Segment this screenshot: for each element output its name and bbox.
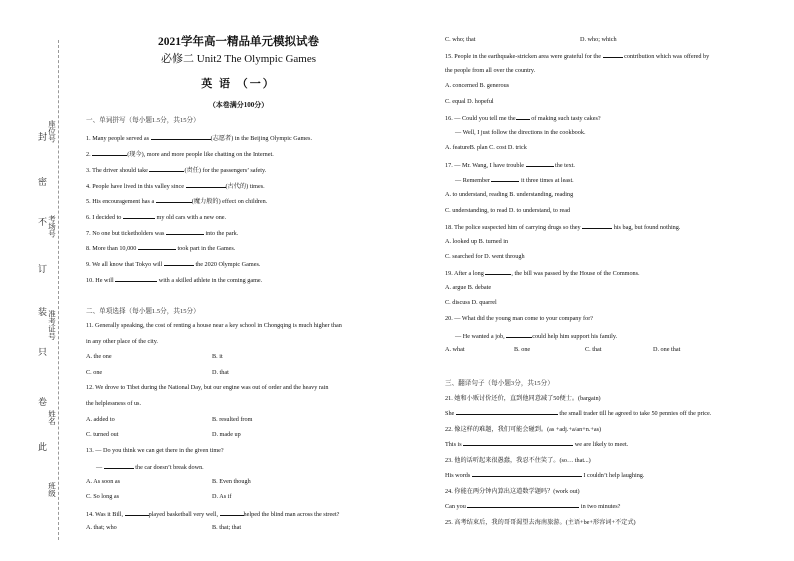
- option: C. turned out: [86, 431, 119, 438]
- question-12-cont: the helplessness of us.: [86, 400, 141, 407]
- option: B. resulted from: [212, 416, 253, 423]
- option: D. that: [212, 369, 229, 376]
- section-heading: 二、单项选择（每小题1.5分，共15分）: [86, 308, 200, 315]
- answer-24: Can you in two minutes?: [445, 503, 621, 510]
- question-17: 17. — Mr. Wang, I have trouble the text.: [445, 162, 575, 169]
- option: A. that; who: [86, 524, 117, 531]
- options: C. discuss D. quarrel: [445, 299, 497, 306]
- question-13: 13. — Do you think we can get there in the given time?: [86, 447, 224, 454]
- question-19: 19. After a long , the bill was passed by the House of the Commons.: [445, 270, 640, 277]
- options: A. featureB. plan C. cost D. trick: [445, 144, 527, 151]
- question-13-cont: — the car doesn’t break down.: [96, 464, 204, 471]
- option: B. one: [514, 346, 531, 353]
- question-18: 18. The police suspected him of carrying drugs so they his bag, but found nothing.: [445, 224, 681, 231]
- answer-23: His words I couldn’t help laughing.: [445, 472, 645, 479]
- question-7: 7. No one but ticketholders was into the park.: [86, 230, 239, 237]
- seal-char: 订: [38, 264, 48, 274]
- class-label: 班级: [47, 482, 57, 497]
- option: A. the one: [86, 353, 112, 360]
- options: A. looked up B. turned in: [445, 238, 509, 245]
- subject-title: 英 语 （一）: [201, 78, 276, 90]
- question-11-cont: in any other place of the city.: [86, 338, 158, 345]
- question-3: 3. The driver should take (责任) for the passengers’ safety.: [86, 167, 267, 174]
- question-11: 11. Generally speaking, the cost of renting a house near a key school in Chongqing is much higher than: [86, 322, 342, 329]
- question-5: 5. His encouragement has a (魔力般的) effect on children.: [86, 198, 268, 205]
- options: C. searched for D. went through: [445, 253, 525, 260]
- question-4: 4. People have lived in this valley since (古代的) times.: [86, 183, 265, 190]
- option: D. who; which: [580, 36, 617, 43]
- question-15-cont: the people from all over the country.: [445, 67, 536, 74]
- question-1: 1. Many people served as (志愿者) in the Beijing Olympic Games.: [86, 135, 312, 142]
- options: A. concerned B. generous: [445, 82, 510, 89]
- question-21: 21. 她和小贩讨价还价，直到他同意减了50便士。(bargain): [445, 395, 601, 402]
- section-heading: 一、单词拼写（每小题1.5分，共15分）: [86, 117, 200, 124]
- option: A. added to: [86, 416, 115, 423]
- question-20-cont: — He wanted a job, could help him support his family.: [455, 333, 618, 340]
- question-6: 6. I decided to my old cars with a new one.: [86, 214, 227, 221]
- question-14: 14. Was it Bill, played basketball very well, helped the blind man across the street?: [86, 511, 340, 518]
- seal-char: 不: [38, 217, 48, 227]
- section-heading: 三、翻译句子（每小题3分，共15分）: [445, 380, 554, 387]
- unit-title: 必修二 Unit2 The Olympic Games: [161, 53, 316, 65]
- question-12: 12. We drove to Tibet during the National Day, but our engine was out of order and the heavy rain: [86, 384, 329, 391]
- option: C. who; that: [445, 36, 476, 43]
- option: A. what: [445, 346, 465, 353]
- option: D. As if: [212, 493, 232, 500]
- seal-char: 此: [38, 442, 48, 452]
- seat-number-label: 座位号: [47, 120, 57, 143]
- question-10: 10. He will with a skilled athlete in the coming game.: [86, 277, 263, 284]
- option: D. one that: [653, 346, 681, 353]
- answer-22: This is we are likely to meet.: [445, 441, 629, 448]
- options: C. understanding, to read D. to understand, to read: [445, 207, 571, 214]
- answer-21: She the small trader till he agreed to take 50 pennies off the price.: [445, 410, 712, 417]
- question-17-cont: — Remember it three times at least.: [455, 177, 574, 184]
- question-22: 22. 像这样的难题，我们可能会碰到。(as +adj.+a/an+n.+as): [445, 426, 602, 433]
- exam-room-label: 考场号: [47, 215, 57, 238]
- option: C. that: [585, 346, 602, 353]
- question-25: 25. 高考结束后，我的哥哥渴望去海南旅游。(主语+be+形容词+不定式): [445, 519, 636, 526]
- option: B. it: [212, 353, 223, 360]
- option: A. As soon as: [86, 478, 121, 485]
- option: C. one: [86, 369, 103, 376]
- option: B. Even though: [212, 478, 251, 485]
- question-24: 24. 你能在两分钟内算出这道数学题吗？(work out): [445, 488, 580, 495]
- option: D. made up: [212, 431, 241, 438]
- options: A. to understand, reading B. understanding, reading: [445, 191, 574, 198]
- question-8: 8. More than 10,000 took part in the Games.: [86, 245, 236, 252]
- full-score: （本卷满分100分）: [208, 101, 269, 109]
- exam-title: 2021学年高一精品单元模拟试卷: [158, 36, 319, 48]
- seal-char: 只: [38, 347, 48, 357]
- seal-char: 卷: [38, 397, 48, 407]
- option: B. that; that: [212, 524, 242, 531]
- options: C. equal D. hopeful: [445, 98, 494, 105]
- option: C. So long as: [86, 493, 120, 500]
- question-9: 9. We all know that Tokyo will the 2020 Olympic Games.: [86, 261, 261, 268]
- question-2: 2. (现今), more and more people like chatting on the Internet.: [86, 151, 274, 158]
- binding-margin: [0, 0, 60, 561]
- admission-number-label: 准考证号: [47, 310, 57, 340]
- seal-char: 密: [38, 177, 48, 187]
- seal-char: 封: [38, 132, 48, 142]
- binding-line: [58, 40, 59, 540]
- question-16: 16. — Could you tell me the of making such tasty cakes?: [445, 115, 601, 122]
- question-20: 20. — What did the young man come to your company for?: [445, 315, 594, 322]
- name-label: 姓名: [47, 410, 57, 425]
- question-15: 15. People in the earthquake-stricken area were grateful for the contribution which was offered by: [445, 53, 710, 60]
- question-16-cont: — Well, I just follow the directions in the cookbook.: [455, 129, 586, 136]
- options: A. argue B. debate: [445, 284, 492, 291]
- question-23: 23. 他的话听起来很愚蠢，我忍不住笑了。(so… that...): [445, 457, 591, 464]
- seal-char: 装: [38, 307, 48, 317]
